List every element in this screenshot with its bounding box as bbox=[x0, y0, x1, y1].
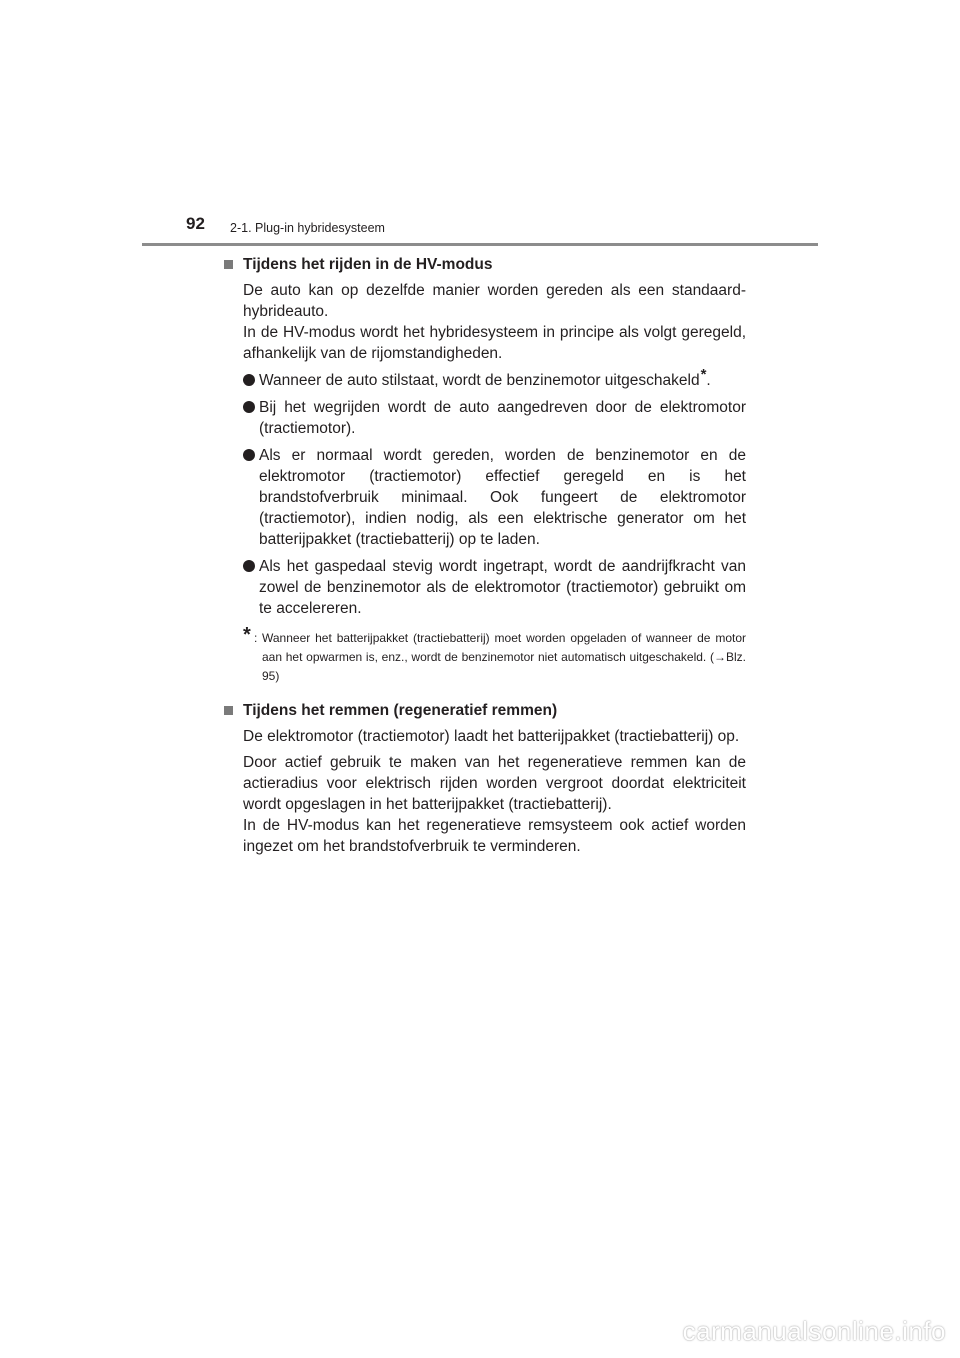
heading-text: Tijdens het remmen (regeneratief remmen) bbox=[243, 702, 558, 719]
round-bullet-icon bbox=[243, 374, 255, 386]
square-bullet-icon bbox=[224, 706, 233, 715]
footnote-marker: * bbox=[700, 366, 707, 383]
page-number: 92 bbox=[186, 214, 205, 233]
page-reference-link[interactable]: Blz. 95 bbox=[262, 650, 746, 683]
paragraph: In de HV-modus kan het regeneratieve remsysteem ook actief worden ingezet om het brandstofverbruik te verminderen. bbox=[243, 817, 746, 855]
section-heading-regenerative-braking bbox=[222, 700, 746, 721]
footnote-marker: * bbox=[243, 624, 251, 646]
list-item-suffix: . bbox=[706, 372, 711, 389]
footnote-close: ) bbox=[275, 669, 280, 683]
list-item-text: Bij het wegrijden wordt de auto aangedreven door de elektromotor (tractiemotor). bbox=[259, 399, 746, 437]
square-bullet-icon bbox=[224, 260, 233, 269]
round-bullet-icon bbox=[243, 560, 255, 572]
list-item bbox=[222, 556, 746, 619]
header-divider bbox=[142, 243, 818, 246]
list-item bbox=[222, 397, 746, 439]
list-item-text: Als er normaal wordt gereden, worden de benzinemotor en de elektromotor (tractiemotor) effectief geregeld en is het brandstofverbruik minimaal. Ook fungeert de elektromotor (tractiemotor), indien nodig, als een elektrische generator om het batterijpakket (tractiebatterij) op te laden. bbox=[259, 447, 746, 548]
paragraph: Door actief gebruik te maken van het regeneratieve remmen kan de actieradius voor elektrisch rijden worden vergroot doordat elektriciteit wordt opgeslagen in het batterijpakket (tractiebatterij). bbox=[243, 754, 746, 813]
list-item-text: Als het gaspedaal stevig wordt ingetrapt, wordt de aandrijfkracht van zowel de benzinemotor als de elektromotor (tractiemotor) gebruikt om te accelereren. bbox=[259, 558, 746, 617]
round-bullet-icon bbox=[243, 401, 255, 413]
round-bullet-icon bbox=[243, 449, 255, 461]
footnote bbox=[222, 624, 746, 686]
footnote-text: Wanneer het batterijpakket (tractiebatterij) moet worden opgeladen of wanneer de motor aan het opwarmen is, enz., wordt de benzinemotor niet automatisch uitgeschakeld. ( bbox=[262, 631, 746, 664]
watermark: carmanualsonline.info bbox=[682, 1316, 946, 1346]
section-title: 2-1. Plug-in hybridesysteem bbox=[230, 221, 385, 235]
footnote-colon: : bbox=[254, 631, 258, 645]
heading-text: Tijdens het rijden in de HV-modus bbox=[243, 256, 493, 273]
list-item bbox=[222, 366, 746, 391]
page-content bbox=[222, 251, 746, 857]
paragraph: De elektromotor (tractiemotor) laadt het batterijpakket (tractiebatterij) op. bbox=[243, 728, 740, 745]
list-item-text: Wanneer de auto stilstaat, wordt de benzinemotor uitgeschakeld bbox=[259, 372, 700, 389]
section-heading-hv-mode bbox=[222, 254, 746, 275]
paragraph: In de HV-modus wordt het hybridesysteem in principe als volgt geregeld, afhankelijk van de rijomstandigheden. bbox=[243, 324, 746, 362]
list-item bbox=[222, 445, 746, 550]
paragraph: De auto kan op dezelfde manier worden gereden als een standaard-hybrideauto. bbox=[243, 282, 746, 320]
arrow-right-icon: → bbox=[713, 650, 726, 664]
